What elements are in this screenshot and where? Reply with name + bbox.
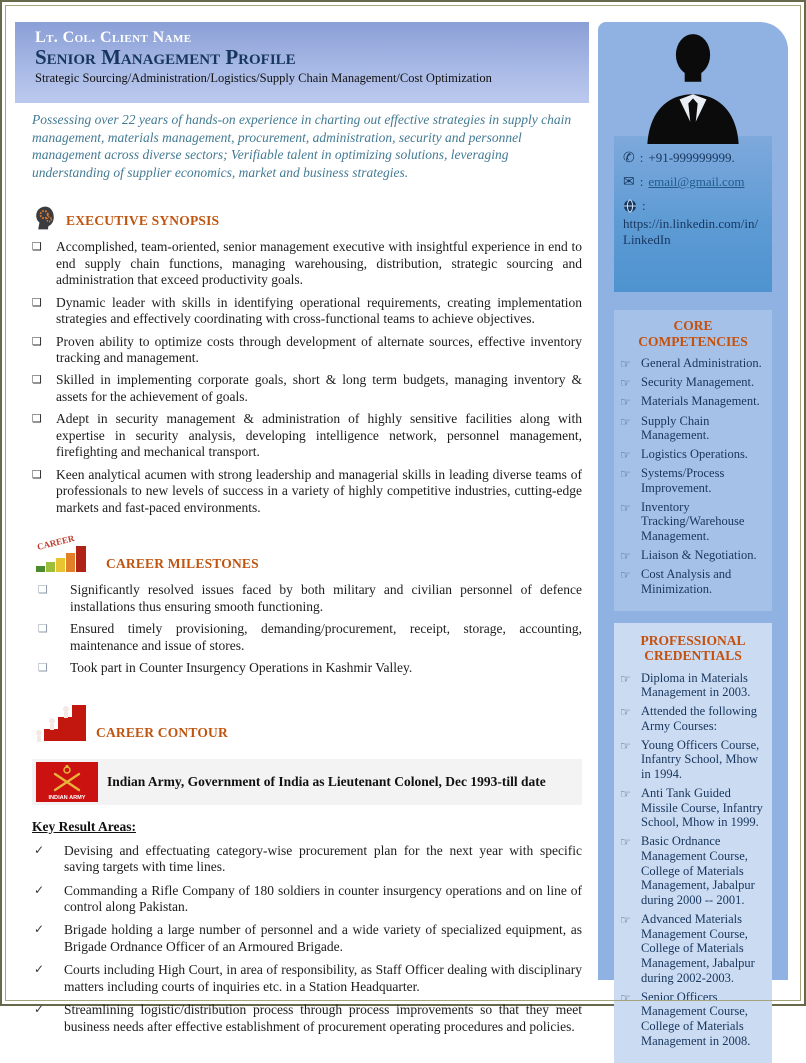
pointing-hand-icon: ☞: [620, 376, 631, 391]
competency-text: Inventory Tracking/Warehouse Management.: [641, 499, 745, 544]
bullet-text: Brigade holding a large number of personnel and a wide variety of specialized equipment, as Brigade Ordnance Officer of an Armoured Brigade.: [64, 922, 582, 954]
bullet-text: Adept in security management & administration of highly sensitive facilities along with expertise in security analysis, developing intelligence network, personnel management, firefighting and mechanical transport.: [56, 411, 582, 460]
credential-item: [620, 786, 766, 830]
indian-army-logo: [36, 762, 98, 802]
bullet-text: Commanding a Rifle Company of 180 soldiers in counter insurgency operations and on line of control along Pakistan.: [64, 882, 582, 914]
credential-item: [620, 912, 766, 986]
career-steps-icon: [32, 703, 88, 743]
synopsis-bullet-item: [32, 372, 582, 405]
competency-text: Supply Chain Management.: [641, 413, 710, 443]
synopsis-bullet-item: [32, 295, 582, 328]
header-band: [15, 22, 589, 103]
linkedin-url[interactable]: https://in.linkedin.com/in/LinkedIn: [623, 216, 759, 248]
email-link[interactable]: email@gmail.com: [648, 174, 745, 189]
synopsis-bullet-item: [32, 239, 582, 288]
bullet-text: Took part in Counter Insurgency Operations in Kashmir Valley.: [70, 660, 413, 676]
competency-text: Security Management.: [641, 375, 755, 390]
competency-item: [620, 394, 766, 409]
section-title: EXECUTIVE SYNOPSIS: [66, 213, 220, 229]
pointing-hand-icon: ☞: [620, 912, 631, 927]
colon: :: [639, 174, 644, 189]
website-row: [623, 198, 763, 214]
pointing-hand-icon: ☞: [620, 568, 631, 583]
competency-text: Liaison & Negotiation.: [641, 547, 757, 562]
square-bullet-icon: ❑: [32, 295, 42, 309]
competency-item: [620, 466, 766, 496]
square-bullet-icon: ❑: [38, 622, 48, 636]
credential-item: [620, 704, 766, 734]
credential-item: [620, 738, 766, 782]
competency-text: General Administration.: [641, 356, 762, 371]
section-title: CAREER CONTOUR: [96, 724, 228, 740]
pointing-hand-icon: ☞: [620, 467, 631, 482]
bullet-text: Keen analytical acumen with strong leadership and managerial skills in leading diverse teams of professionals to new levels of success in a variety of highly competitive industries, cutting-edge markets and fast-paced environments.: [56, 466, 582, 515]
milestone-bullet-item: [32, 582, 582, 615]
competency-text: Cost Analysis and Minimization.: [641, 567, 732, 596]
career-contour-heading: [32, 703, 582, 743]
square-bullet-icon: ❑: [38, 583, 48, 597]
bullet-text: Dynamic leader with skills in identifying operational requirements, creating implementation strategies and effectively coordinating with cross-functional teams to achieve objectives.: [56, 294, 582, 327]
milestone-bullet-item: [32, 660, 582, 676]
bullet-text: Proven ability to optimize costs through development of alternate sources, effective inventory tracking and management.: [56, 333, 582, 365]
pointing-hand-icon: ☞: [620, 395, 631, 410]
credential-item: [620, 671, 766, 701]
kra-bullet-item: [32, 883, 582, 916]
sidebar: [598, 22, 788, 1048]
pointing-hand-icon: ☞: [620, 448, 631, 462]
competency-item: [620, 500, 766, 544]
pointing-hand-icon: ☞: [620, 705, 631, 720]
pointing-hand-icon: ☞: [620, 500, 631, 515]
competency-item: [620, 548, 766, 563]
credential-text: Attended the following Army Courses:: [641, 704, 757, 733]
square-bullet-icon: ❑: [32, 334, 42, 348]
competency-item: [620, 375, 766, 390]
pointing-hand-icon: ☞: [620, 414, 631, 429]
credential-text: Senior Officers Management Course, College of Materials Management in 2008.: [641, 989, 751, 1048]
executive-synopsis-heading: [32, 205, 582, 231]
career-milestones-heading: [32, 533, 582, 574]
pointing-hand-icon: ☞: [620, 548, 631, 563]
check-bullet-icon: ✓: [34, 882, 45, 897]
employment-row: [32, 759, 582, 805]
core-competencies-box: [614, 310, 772, 611]
globe-icon: [623, 199, 637, 213]
professional-credentials-heading: PROFESSIONAL CREDENTIALS: [640, 632, 746, 664]
kra-bullet-item: [32, 922, 582, 955]
competency-text: Logistics Operations.: [641, 447, 748, 461]
pointing-hand-icon: ☞: [620, 738, 631, 753]
pointing-hand-icon: ☞: [620, 835, 631, 850]
competency-item: [620, 414, 766, 444]
key-result-areas-list: [32, 843, 582, 1036]
pointing-hand-icon: ☞: [620, 671, 631, 686]
credential-text: Anti Tank Guided Missile Course, Infantry School, Mhow in 1999.: [641, 785, 763, 830]
client-name: Lt. Col. Client Name: [35, 29, 192, 46]
executive-synopsis-list: [32, 239, 582, 516]
kra-bullet-item: [32, 962, 582, 995]
phone-row: [623, 150, 763, 166]
bullet-text: Accomplished, team-oriented, senior management executive with insightful experience in end to end supply chain functions, managing warehousing, distribution, strategic sourcing and administration that exceed productivity goals.: [56, 239, 582, 288]
check-bullet-icon: ✓: [34, 1002, 45, 1017]
career-bar-chart-icon: [32, 533, 98, 574]
pointing-hand-icon: ☞: [620, 357, 631, 372]
core-competencies-heading: CORE COMPETENCIES: [638, 318, 748, 349]
kra-bullet-item: [32, 843, 582, 876]
credential-text: Advanced Materials Management Course, College of Materials Management, Jabalpur during 2002-2003.: [641, 911, 755, 985]
synopsis-bullet-item: [32, 411, 582, 460]
synopsis-bullet-item: [32, 334, 582, 367]
competency-text: Systems/Process Improvement.: [641, 466, 725, 495]
professional-credentials-list: [620, 671, 766, 1049]
professional-credentials-box: [614, 623, 772, 1063]
colon: :: [639, 150, 644, 165]
credential-text: Young Officers Course, Infantry School, Mhow in 1994.: [641, 737, 760, 782]
synopsis-bullet-item: [32, 467, 582, 516]
bullet-text: Devising and effectuating category-wise procurement plan for the next year with specific saving targets with time lines.: [64, 842, 582, 875]
check-bullet-icon: ✓: [34, 842, 45, 857]
square-bullet-icon: ❑: [32, 467, 42, 481]
profile-title: Senior Management Profile: [35, 45, 296, 69]
square-bullet-icon: ❑: [32, 373, 42, 387]
section-title: CAREER MILESTONES: [106, 556, 259, 572]
competency-item: [620, 447, 766, 462]
employment-text: Indian Army, Government of India as Lieutenant Colonel, Dec 1993-till date: [107, 773, 546, 789]
bullet-text: Significantly resolved issues faced by both military and civilian personnel of defence installations thus ensuring smooth functioning.: [70, 582, 582, 614]
competency-item: [620, 356, 766, 371]
credential-text: Diploma in Materials Management in 2003.: [641, 670, 751, 700]
phone-icon: ✆: [623, 150, 635, 166]
profile-summary: Possessing over 22 years of hands-on experience in charting out effective strategies in supply chain management, materials management, procurement, administration, security and personnel management across diverse sectors; Verifiable talent in optimizing solutions, leveraging understanding of supplier economics, market and business strategies.: [32, 112, 572, 180]
pointing-hand-icon: ☞: [620, 786, 631, 801]
bullet-text: Streamlining logistic/distribution process through process improvements so that they meet business needs after effective establishment of procurement operating procedures and policies.: [64, 1002, 582, 1034]
thinking-head-gears-icon: [32, 205, 58, 231]
competency-text: Materials Management.: [641, 394, 760, 409]
check-bullet-icon: ✓: [34, 962, 45, 977]
profile-subtitle: Strategic Sourcing/Administration/Logistics/Supply Chain Management/Cost Optimization: [35, 71, 492, 86]
key-result-areas-label: Key Result Areas:: [32, 818, 136, 834]
career-milestones-list: [32, 582, 582, 676]
kra-bullet-item: [32, 1002, 582, 1035]
mail-icon: ✉: [623, 174, 635, 190]
main-column: [32, 111, 582, 1042]
bullet-text: Skilled in implementing corporate goals, short & long term budgets, managing inventory & assets for the achievement of goals.: [56, 372, 582, 404]
contact-box: [614, 136, 772, 292]
square-bullet-icon: ❑: [32, 240, 42, 254]
person-silhouette-photo: [641, 32, 745, 144]
milestone-bullet-item: [32, 621, 582, 654]
credential-item: [620, 834, 766, 908]
bullet-text: Courts including High Court, in area of responsibility, as Staff Officer dealing with disciplinary matters including courts of inquiries etc. in a Station Headquarter.: [64, 962, 582, 994]
svg-text:CAREER: CAREER: [36, 533, 76, 553]
credential-text: Basic Ordnance Management Course, College of Materials Management, Jabalpur during 2000 -- 2001.: [641, 834, 755, 908]
email-row: [623, 174, 763, 190]
colon: :: [642, 198, 646, 213]
competency-item: [620, 567, 766, 597]
pointing-hand-icon: ☞: [620, 990, 631, 1005]
bullet-text: Ensured timely provisioning, demanding/procurement, receipt, storage, accounting, maintenance and issue of stores.: [70, 621, 582, 653]
square-bullet-icon: ❑: [32, 412, 42, 426]
core-competencies-list: [620, 356, 766, 597]
check-bullet-icon: ✓: [34, 922, 45, 937]
svg-text:INDIAN ARMY: INDIAN ARMY: [48, 794, 86, 801]
credential-item: [620, 990, 766, 1049]
phone-number: +91-999999999.: [648, 150, 735, 165]
square-bullet-icon: ❑: [38, 661, 48, 675]
